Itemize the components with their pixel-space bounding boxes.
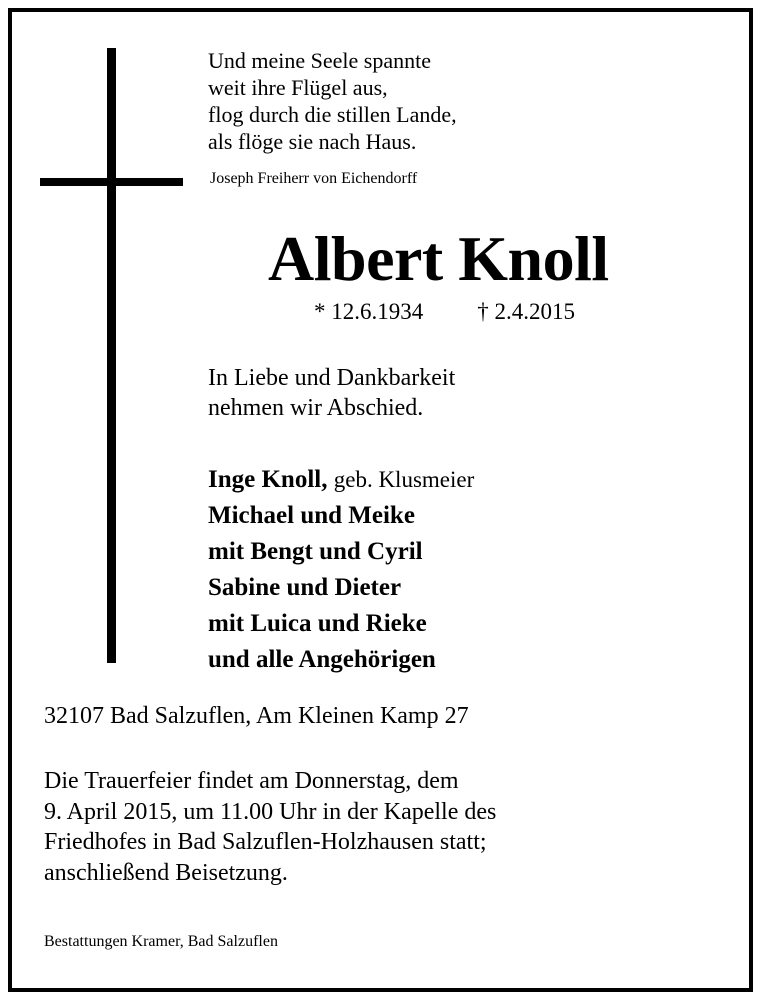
deceased-name: Albert Knoll — [268, 223, 609, 294]
family-line: Michael und Meike — [208, 502, 415, 529]
cross-icon-vertical-bar — [107, 48, 116, 663]
family-line-first — [208, 462, 474, 498]
family-first-name: Inge Knoll, — [208, 466, 328, 493]
poem — [208, 47, 457, 155]
service-line: Die Trauerfeier findet am Donnerstag, dem — [44, 768, 459, 794]
poem-line: weit ihre Flügel aus, — [208, 75, 388, 100]
poem-line: flog durch die stillen Lande, — [208, 102, 457, 127]
birth-date: * 12.6.1934 — [314, 299, 424, 324]
cross-icon-horizontal-bar — [40, 178, 183, 186]
family-line: mit Bengt und Cyril — [208, 538, 423, 565]
poem-line: als flöge sie nach Haus. — [208, 129, 417, 154]
poem-author: Joseph Freiherr von Eichendorff — [210, 170, 418, 187]
address: 32107 Bad Salzuflen, Am Kleinen Kamp 27 — [44, 703, 469, 729]
service-line: Friedhofes in Bad Salzuflen-Holzhausen statt; — [44, 829, 487, 855]
service-info — [44, 766, 496, 888]
farewell-line: In Liebe und Dankbarkeit — [208, 365, 456, 391]
family-line: Sabine und Dieter — [208, 574, 402, 601]
undertaker: Bestattungen Kramer, Bad Salzuflen — [44, 933, 278, 950]
family-line: und alle Angehörigen — [208, 646, 436, 673]
family-list — [208, 462, 474, 678]
death-date: † 2.4.2015 — [477, 299, 575, 324]
family-first-suffix: geb. Klusmeier — [333, 467, 475, 492]
family-line: mit Luica und Rieke — [208, 610, 427, 637]
poem-line: Und meine Seele spannte — [208, 48, 431, 73]
farewell-text — [208, 363, 455, 423]
farewell-line: nehmen wir Abschied. — [208, 395, 424, 421]
life-dates — [314, 297, 575, 327]
service-line: 9. April 2015, um 11.00 Uhr in der Kapelle des — [44, 798, 497, 825]
service-line: anschließend Beisetzung. — [44, 859, 288, 886]
